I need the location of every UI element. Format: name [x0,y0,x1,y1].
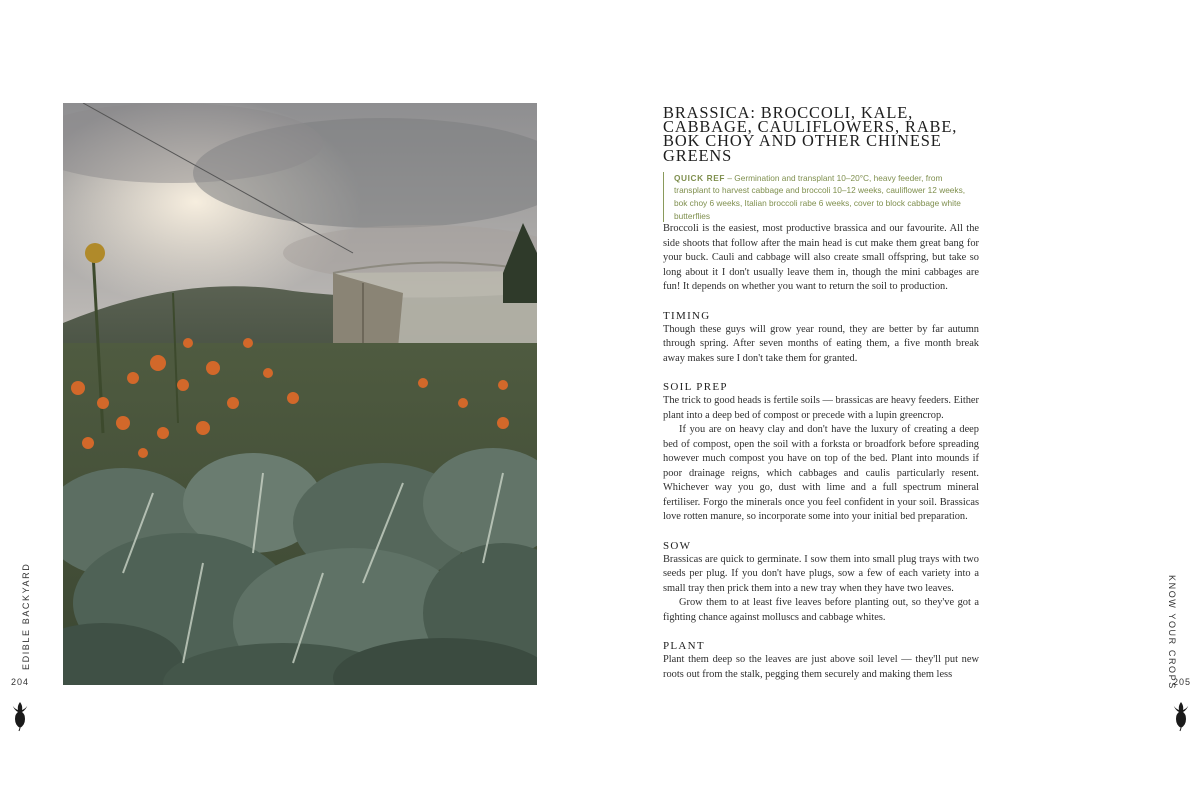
intro-paragraph: Broccoli is the easiest, most productive brassica and our favourite. All the side shoots that follow after the main head is cut make them great bang for your buck. Cauli and cabbage will also create small offspring, but take so long about it I don't usually leave them in, though the mini cabbages are fun! It depends on whether you want to return the soil to production. [663,223,979,293]
quick-ref-label: QUICK REF [674,172,726,183]
section-heading-timing: TIMING [663,309,711,322]
quick-ref-text: – Germination and transplant 10–20°C, heavy feeder, from transplant to harvest cabbage and broccoli 10–12 weeks, cauliflower 12 weeks, bok choy 6 weeks, Italian broccoli rabe 6 weeks, cover to block cabbage white butterflies [674,172,966,221]
plant-paragraph: Plant them deep so the leaves are just above soil level — they'll put new roots out from the stalk, pegging them securely and making them less [663,654,979,680]
page-title: BRASSICA: BROCCOLI, KALE, CABBAGE, CAULIFLOWERS, RABE, BOK CHOY AND OTHER CHINESE GREENS [663,103,958,165]
section-heading-soil-prep: SOIL PREP [663,381,728,394]
soil-prep-paragraph-1: The trick to good heads is fertile soils — brassicas are heavy feeders. Either plant into a deep bed of compost or precede with a lupin greencrop. [663,395,979,421]
quick-ref-box [663,172,979,222]
sow-paragraph-1: Brassicas are quick to germinate. I sow them into small plug trays with two seeds per plug. If you don't have plugs, sow a few of each variety into a small tray then prick them into a new tray when they have two leaves. [663,553,979,594]
right-running-head: KNOW YOUR CROPS [1167,575,1177,690]
section-heading-sow: SOW [663,539,692,552]
sow-paragraph-2: Grow them to at least five leaves before planting out, so they've got a fighting chance against molluscs and cabbage whites. [663,597,979,623]
left-page-number: 204 [11,677,30,687]
radish-icon [9,700,31,732]
timing-paragraph: Though these guys will grow year round, they are better by far autumn through spring. After seven months of eating them, a five month break away makes sure I don't take them for granted. [663,323,979,364]
radish-icon [1170,700,1192,732]
section-heading-plant: PLANT [663,640,705,653]
left-running-head: EDIBLE BACKYARD [21,562,31,670]
soil-prep-paragraph-2: If you are on heavy clay and don't have the luxury of creating a deep bed of compost, open the soil with a forksta or broadfork before spreading however much compost you have on top of the bed. Plant into mounds if poor drainage reigns, which cabbages and caulis particularly resent. Whichever way you go, dust with lime and a full spectrum mineral fertiliser. Forgo the minerals once you feel confident in your soil. Brassicas love rotten manure, so incorporate some into your initial bed preparation. [663,424,979,523]
right-page-number: 205 [1173,677,1192,687]
text-column [663,103,979,682]
garden-photo [63,103,537,685]
